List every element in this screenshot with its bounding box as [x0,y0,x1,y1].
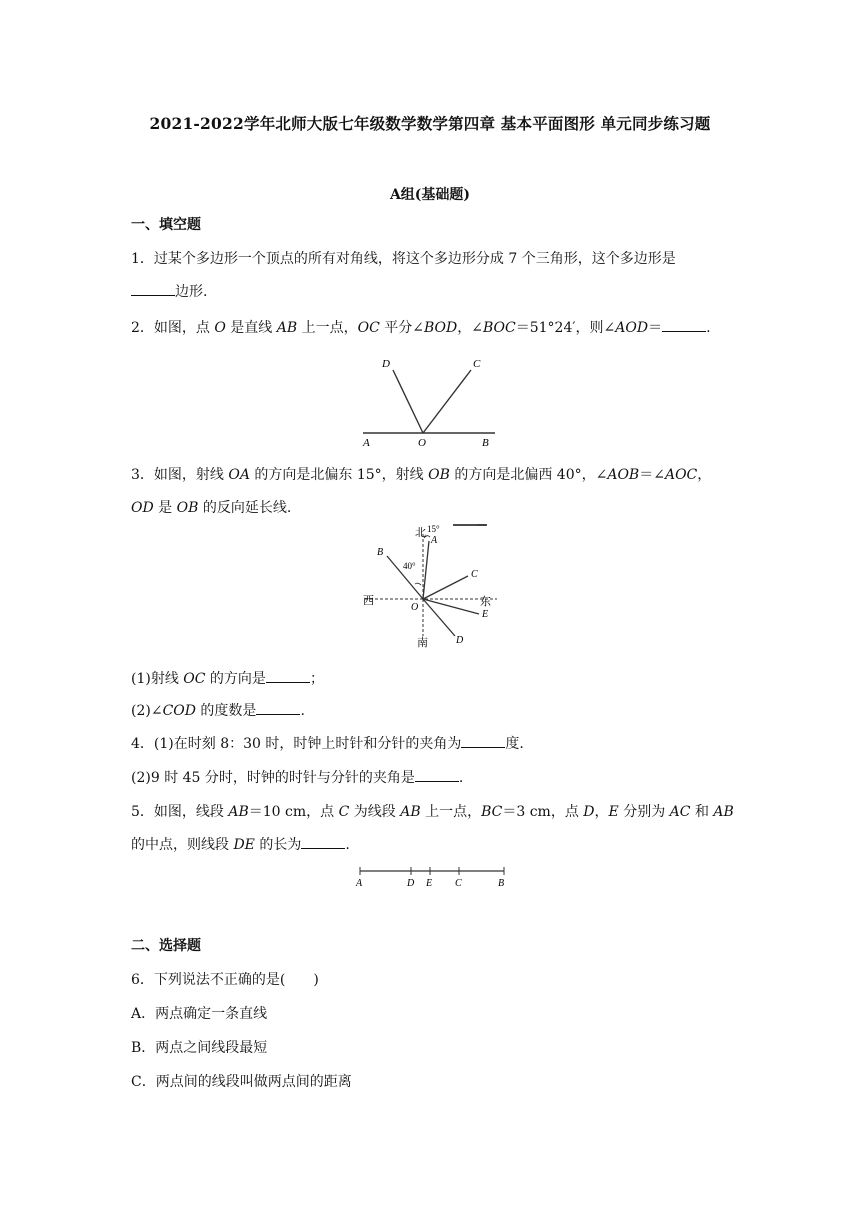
label-C: C [473,358,481,370]
q4-sub1-blank [461,733,505,748]
ray-OC [423,576,468,599]
label-south: 南 [417,637,428,649]
q4-sub2-blank [415,767,459,782]
q6-stem: 6．下列说法不正确的是( ) [131,972,319,988]
ray-OA [423,541,429,599]
q3-sub1: (1)射线 OC 的方向是 ； [131,668,324,688]
q6-option-b: B．两点之间线段最短 [131,1040,268,1056]
label-D: D [407,878,415,889]
section-choice-heading: 二、选择题 [131,938,201,954]
q3-sub2-blank [256,700,300,715]
label-E: E [426,878,433,889]
label-E: E [482,609,489,620]
q4-line1: 4．(1)在时刻 8：30 时，时钟上时针和分针的夹角为 度. [131,733,524,753]
label-D: D [382,358,390,370]
label-C: C [471,569,478,580]
q4-line2: (2)9 时 45 分时，时钟的时针与分针的夹角是 . [131,767,463,787]
q6-option-c: C．两点间的线段叫做两点间的距离 [131,1074,352,1090]
group-heading: A组(基础题) [389,187,471,203]
label-north: 北 [415,527,426,539]
ray-OD [423,599,455,636]
q3-line2: OD 是 OB 的反向延长线. [131,500,292,516]
label-B: B [498,878,505,889]
q5-answer-blank [301,834,345,849]
label-O: O [411,602,419,613]
label-B: B [377,547,384,558]
angle-arc-40 [415,583,421,585]
label-40-degrees: 40° [403,561,416,571]
label-east: 东 [480,596,491,608]
label-A: A [363,437,370,449]
ray-OD [393,370,423,433]
figure-compass-rays [355,518,515,653]
q2-line: 2．如图，点 O 是直线 AB 上一点，OC 平分∠BOD，∠BOC＝51°24′，则∠AOD＝ . [131,317,711,337]
q1-answer-blank [131,281,175,296]
label-B: B [482,437,489,449]
label-west: 西 [363,595,374,607]
label-A: A [356,878,363,889]
q1-line1: 1．过某个多边形一个顶点的所有对角线，将这个多边形分成 7 个三角形，这个多边形是 [131,251,676,267]
q5-line1: 5．如图，线段 AB＝10 cm，点 C 为线段 AB 上一点，BC＝3 cm，点 D，E 分别为 AC 和 AB [131,804,734,820]
q5-line2: 的中点，则线段 DE 的长为 . [131,834,350,854]
section-fill-in-heading: 一、填空题 [131,217,201,233]
ray-OC [423,370,471,433]
q1-tail: 边形. [175,284,208,300]
label-D: D [456,635,464,646]
q6-option-a: A．两点确定一条直线 [131,1006,268,1022]
document-title: 2021-2022学年北师大版七年级数学数学第四章 基本平面图形 单元同步练习题 [149,114,711,133]
label-A: A [431,535,438,546]
label-C: C [455,878,462,889]
q3-line1: 3．如图，射线 OA 的方向是北偏东 15°，射线 OB 的方向是北偏西 40°，∠AOB＝∠AOC， [131,467,712,483]
figure-angle-bisector [355,350,505,450]
q3-sub1-blank [266,668,310,683]
figure-segment-ab [348,862,518,892]
q3-sub2: (2)∠COD 的度数是 . [131,700,305,720]
ray-OE [423,599,479,614]
label-15-degrees: 15° [427,524,440,534]
q2-answer-blank [662,317,706,332]
label-O: O [418,437,426,449]
q1-line2 [131,281,207,301]
